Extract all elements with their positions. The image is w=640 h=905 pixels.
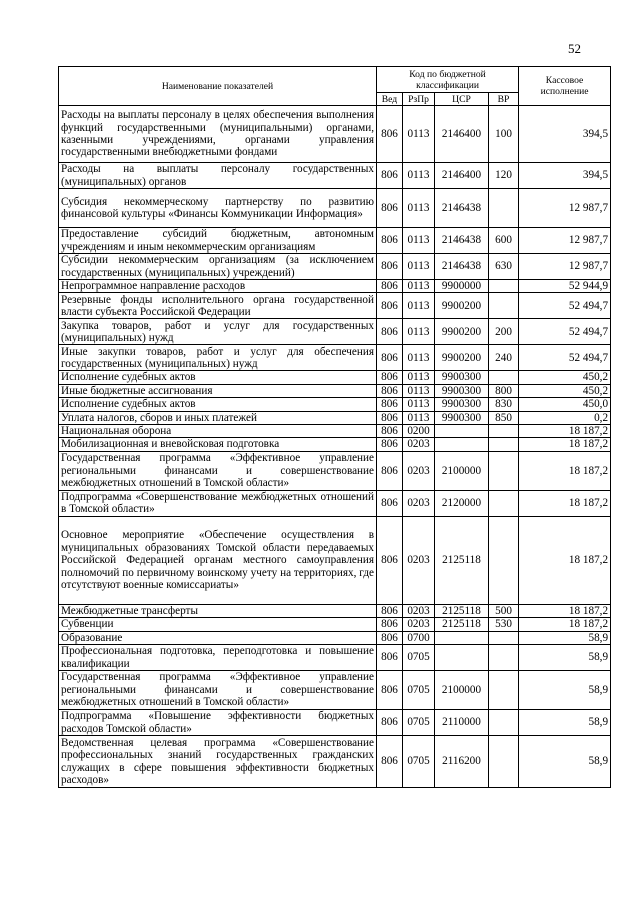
rzpr-cell: 0113 xyxy=(403,228,435,254)
table-row xyxy=(59,736,611,788)
table-row xyxy=(59,490,611,516)
csr-cell: 2146400 xyxy=(435,106,489,163)
amount-cell: 52 494,7 xyxy=(519,293,611,319)
rzpr-cell: 0113 xyxy=(403,280,435,293)
rzpr-cell: 0113 xyxy=(403,345,435,371)
amount-cell: 394,5 xyxy=(519,106,611,163)
rzpr-cell: 0113 xyxy=(403,293,435,319)
amount-cell: 18 187,2 xyxy=(519,618,611,631)
vr-cell: 600 xyxy=(489,228,519,254)
ved-cell: 806 xyxy=(377,671,403,710)
table-row xyxy=(59,645,611,671)
csr-cell: 9900300 xyxy=(435,384,489,397)
header-csr: ЦСР xyxy=(435,93,489,106)
csr-cell: 2125118 xyxy=(435,516,489,604)
rzpr-cell: 0113 xyxy=(403,163,435,189)
vr-cell xyxy=(489,631,519,644)
header-cash-execution: Кассовое исполнение xyxy=(519,67,611,106)
vr-cell xyxy=(489,671,519,710)
rzpr-cell: 0113 xyxy=(403,319,435,345)
vr-cell: 100 xyxy=(489,106,519,163)
header-rzpr: РзПр xyxy=(403,93,435,106)
amount-cell: 58,9 xyxy=(519,710,611,736)
csr-cell: 2125118 xyxy=(435,604,489,617)
table-row xyxy=(59,451,611,490)
table-row xyxy=(59,516,611,604)
vr-cell: 850 xyxy=(489,411,519,424)
amount-cell: 18 187,2 xyxy=(519,490,611,516)
csr-cell: 2146438 xyxy=(435,189,489,228)
rzpr-cell: 0113 xyxy=(403,384,435,397)
vr-cell: 530 xyxy=(489,618,519,631)
amount-cell: 58,9 xyxy=(519,671,611,710)
indicator-name-cell: Субсидия некоммерческому партнерству по развитию финансовой культуры «Финансы Коммуникации Информация» xyxy=(59,189,377,228)
table-row xyxy=(59,189,611,228)
indicator-name-cell: Ведомственная целевая программа «Совершенствование профессиональных знаний государственных гражданских служащих в сфере повышения эффективности бюджетных расходов» xyxy=(59,736,377,788)
indicator-name-cell: Образование xyxy=(59,631,377,644)
ved-cell: 806 xyxy=(377,319,403,345)
csr-cell: 9900200 xyxy=(435,345,489,371)
amount-cell: 52 494,7 xyxy=(519,345,611,371)
indicator-name-cell: Резервные фонды исполнительного органа государственной власти субъекта Российской Федерации xyxy=(59,293,377,319)
ved-cell: 806 xyxy=(377,736,403,788)
indicator-name-cell: Государственная программа «Эффективное управление региональными финансами и совершенствование межбюджетных отношений в Томской области» xyxy=(59,671,377,710)
indicator-name-cell: Исполнение судебных актов xyxy=(59,371,377,384)
csr-cell: 2146438 xyxy=(435,254,489,280)
indicator-name-cell: Мобилизационная и вневойсковая подготовка xyxy=(59,438,377,451)
amount-cell: 18 187,2 xyxy=(519,425,611,438)
rzpr-cell: 0203 xyxy=(403,618,435,631)
indicator-name-cell: Расходы на выплаты персоналу государственных (муниципальных) органов xyxy=(59,163,377,189)
rzpr-cell: 0203 xyxy=(403,438,435,451)
ved-cell: 806 xyxy=(377,254,403,280)
table-row xyxy=(59,425,611,438)
ved-cell: 806 xyxy=(377,451,403,490)
vr-cell xyxy=(489,425,519,438)
indicator-name-cell: Подпрограмма «Совершенствование межбюджетных отношений в Томской области» xyxy=(59,490,377,516)
amount-cell: 450,2 xyxy=(519,384,611,397)
vr-cell: 240 xyxy=(489,345,519,371)
table-row xyxy=(59,438,611,451)
vr-cell: 830 xyxy=(489,398,519,411)
indicator-name-cell: Предоставление субсидий бюджетным, автономным учреждениям и иным некоммерческим организациям xyxy=(59,228,377,254)
indicator-name-cell: Расходы на выплаты персоналу в целях обеспечения выполнения функций государственными (муниципальными) органами, казенными учреждениями, органами управления государственными внебюджетными фондами xyxy=(59,106,377,163)
indicator-name-cell: Иные бюджетные ассигнования xyxy=(59,384,377,397)
table-body xyxy=(59,106,611,788)
csr-cell: 2120000 xyxy=(435,490,489,516)
ved-cell: 806 xyxy=(377,490,403,516)
vr-cell xyxy=(489,490,519,516)
ved-cell: 806 xyxy=(377,384,403,397)
csr-cell xyxy=(435,645,489,671)
amount-cell: 394,5 xyxy=(519,163,611,189)
ved-cell: 806 xyxy=(377,618,403,631)
table-row xyxy=(59,106,611,163)
indicator-name-cell: Уплата налогов, сборов и иных платежей xyxy=(59,411,377,424)
csr-cell: 2110000 xyxy=(435,710,489,736)
table-row xyxy=(59,604,611,617)
csr-cell: 9900200 xyxy=(435,319,489,345)
amount-cell: 52 494,7 xyxy=(519,319,611,345)
table-row xyxy=(59,631,611,644)
indicator-name-cell: Профессиональная подготовка, переподготовка и повышение квалификации xyxy=(59,645,377,671)
table-row xyxy=(59,293,611,319)
table-row xyxy=(59,228,611,254)
csr-cell: 2100000 xyxy=(435,671,489,710)
csr-cell: 9900300 xyxy=(435,371,489,384)
ved-cell: 806 xyxy=(377,280,403,293)
ved-cell: 806 xyxy=(377,516,403,604)
vr-cell xyxy=(489,516,519,604)
rzpr-cell: 0705 xyxy=(403,710,435,736)
amount-cell: 18 187,2 xyxy=(519,516,611,604)
indicator-name-cell: Исполнение судебных актов xyxy=(59,398,377,411)
ved-cell: 806 xyxy=(377,411,403,424)
page-number: 52 xyxy=(568,41,581,56)
indicator-name-cell: Иные закупки товаров, работ и услуг для обеспечения государственных (муниципальных) нужд xyxy=(59,345,377,371)
rzpr-cell: 0203 xyxy=(403,516,435,604)
amount-cell: 450,0 xyxy=(519,398,611,411)
csr-cell: 9900000 xyxy=(435,280,489,293)
vr-cell xyxy=(489,710,519,736)
rzpr-cell: 0113 xyxy=(403,411,435,424)
budget-execution-table xyxy=(58,66,611,788)
rzpr-cell: 0203 xyxy=(403,490,435,516)
indicator-name-cell: Субсидии некоммерческим организациям (за исключением государственных (муниципальных) учреждений) xyxy=(59,254,377,280)
amount-cell: 18 187,2 xyxy=(519,451,611,490)
csr-cell: 2116200 xyxy=(435,736,489,788)
amount-cell: 12 987,7 xyxy=(519,228,611,254)
vr-cell xyxy=(489,451,519,490)
vr-cell: 630 xyxy=(489,254,519,280)
csr-cell: 2125118 xyxy=(435,618,489,631)
csr-cell: 9900200 xyxy=(435,293,489,319)
csr-cell: 9900300 xyxy=(435,411,489,424)
table-row xyxy=(59,671,611,710)
table-row xyxy=(59,398,611,411)
ved-cell: 806 xyxy=(377,189,403,228)
table-row xyxy=(59,618,611,631)
csr-cell: 2146400 xyxy=(435,163,489,189)
indicator-name-cell: Непрограммное направление расходов xyxy=(59,280,377,293)
table-row xyxy=(59,254,611,280)
vr-cell: 500 xyxy=(489,604,519,617)
table-row xyxy=(59,163,611,189)
rzpr-cell: 0705 xyxy=(403,645,435,671)
ved-cell: 806 xyxy=(377,710,403,736)
rzpr-cell: 0200 xyxy=(403,425,435,438)
table-row xyxy=(59,710,611,736)
vr-cell xyxy=(489,371,519,384)
vr-cell xyxy=(489,645,519,671)
rzpr-cell: 0203 xyxy=(403,604,435,617)
table-row xyxy=(59,371,611,384)
ved-cell: 806 xyxy=(377,106,403,163)
ved-cell: 806 xyxy=(377,371,403,384)
amount-cell: 12 987,7 xyxy=(519,254,611,280)
amount-cell: 18 187,2 xyxy=(519,438,611,451)
vr-cell xyxy=(489,189,519,228)
indicator-name-cell: Государственная программа «Эффективное управление региональными финансами и совершенствование межбюджетных отношений в Томской области» xyxy=(59,451,377,490)
ved-cell: 806 xyxy=(377,228,403,254)
ved-cell: 806 xyxy=(377,398,403,411)
table-row xyxy=(59,280,611,293)
vr-cell xyxy=(489,280,519,293)
indicator-name-cell: Национальная оборона xyxy=(59,425,377,438)
csr-cell: 2146438 xyxy=(435,228,489,254)
rzpr-cell: 0113 xyxy=(403,189,435,228)
header-vr: ВР xyxy=(489,93,519,106)
ved-cell: 806 xyxy=(377,293,403,319)
vr-cell xyxy=(489,736,519,788)
csr-cell: 2100000 xyxy=(435,451,489,490)
indicator-name-cell: Основное мероприятие «Обеспечение осуществления в муниципальных образованиях Томской области передаваемых Российской Федерацией органам местного самоуправления полномочий по первичному воинскому учету на территориях, где отсутствуют военные комиссариаты» xyxy=(59,516,377,604)
header-budget-code: Код по бюджетной классификации xyxy=(377,67,519,93)
rzpr-cell: 0113 xyxy=(403,398,435,411)
rzpr-cell: 0705 xyxy=(403,736,435,788)
amount-cell: 58,9 xyxy=(519,631,611,644)
amount-cell: 58,9 xyxy=(519,645,611,671)
vr-cell: 120 xyxy=(489,163,519,189)
vr-cell xyxy=(489,293,519,319)
rzpr-cell: 0203 xyxy=(403,451,435,490)
ved-cell: 806 xyxy=(377,345,403,371)
csr-cell xyxy=(435,631,489,644)
header-ved: Вед xyxy=(377,93,403,106)
table-row xyxy=(59,345,611,371)
rzpr-cell: 0700 xyxy=(403,631,435,644)
indicator-name-cell: Закупка товаров, работ и услуг для государственных (муниципальных) нужд xyxy=(59,319,377,345)
vr-cell: 800 xyxy=(489,384,519,397)
ved-cell: 806 xyxy=(377,604,403,617)
vr-cell: 200 xyxy=(489,319,519,345)
csr-cell xyxy=(435,438,489,451)
amount-cell: 52 944,9 xyxy=(519,280,611,293)
amount-cell: 0,2 xyxy=(519,411,611,424)
rzpr-cell: 0705 xyxy=(403,671,435,710)
ved-cell: 806 xyxy=(377,425,403,438)
ved-cell: 806 xyxy=(377,645,403,671)
csr-cell: 9900300 xyxy=(435,398,489,411)
ved-cell: 806 xyxy=(377,631,403,644)
rzpr-cell: 0113 xyxy=(403,371,435,384)
rzpr-cell: 0113 xyxy=(403,106,435,163)
amount-cell: 58,9 xyxy=(519,736,611,788)
amount-cell: 12 987,7 xyxy=(519,189,611,228)
header-indicator-name: Наименование показателей xyxy=(59,67,377,106)
table-row xyxy=(59,319,611,345)
amount-cell: 450,2 xyxy=(519,371,611,384)
table-row xyxy=(59,411,611,424)
ved-cell: 806 xyxy=(377,163,403,189)
amount-cell: 18 187,2 xyxy=(519,604,611,617)
indicator-name-cell: Подпрограмма «Повышение эффективности бюджетных расходов Томской области» xyxy=(59,710,377,736)
rzpr-cell: 0113 xyxy=(403,254,435,280)
indicator-name-cell: Субвенции xyxy=(59,618,377,631)
table-row xyxy=(59,384,611,397)
vr-cell xyxy=(489,438,519,451)
indicator-name-cell: Межбюджетные трансферты xyxy=(59,604,377,617)
csr-cell xyxy=(435,425,489,438)
ved-cell: 806 xyxy=(377,438,403,451)
